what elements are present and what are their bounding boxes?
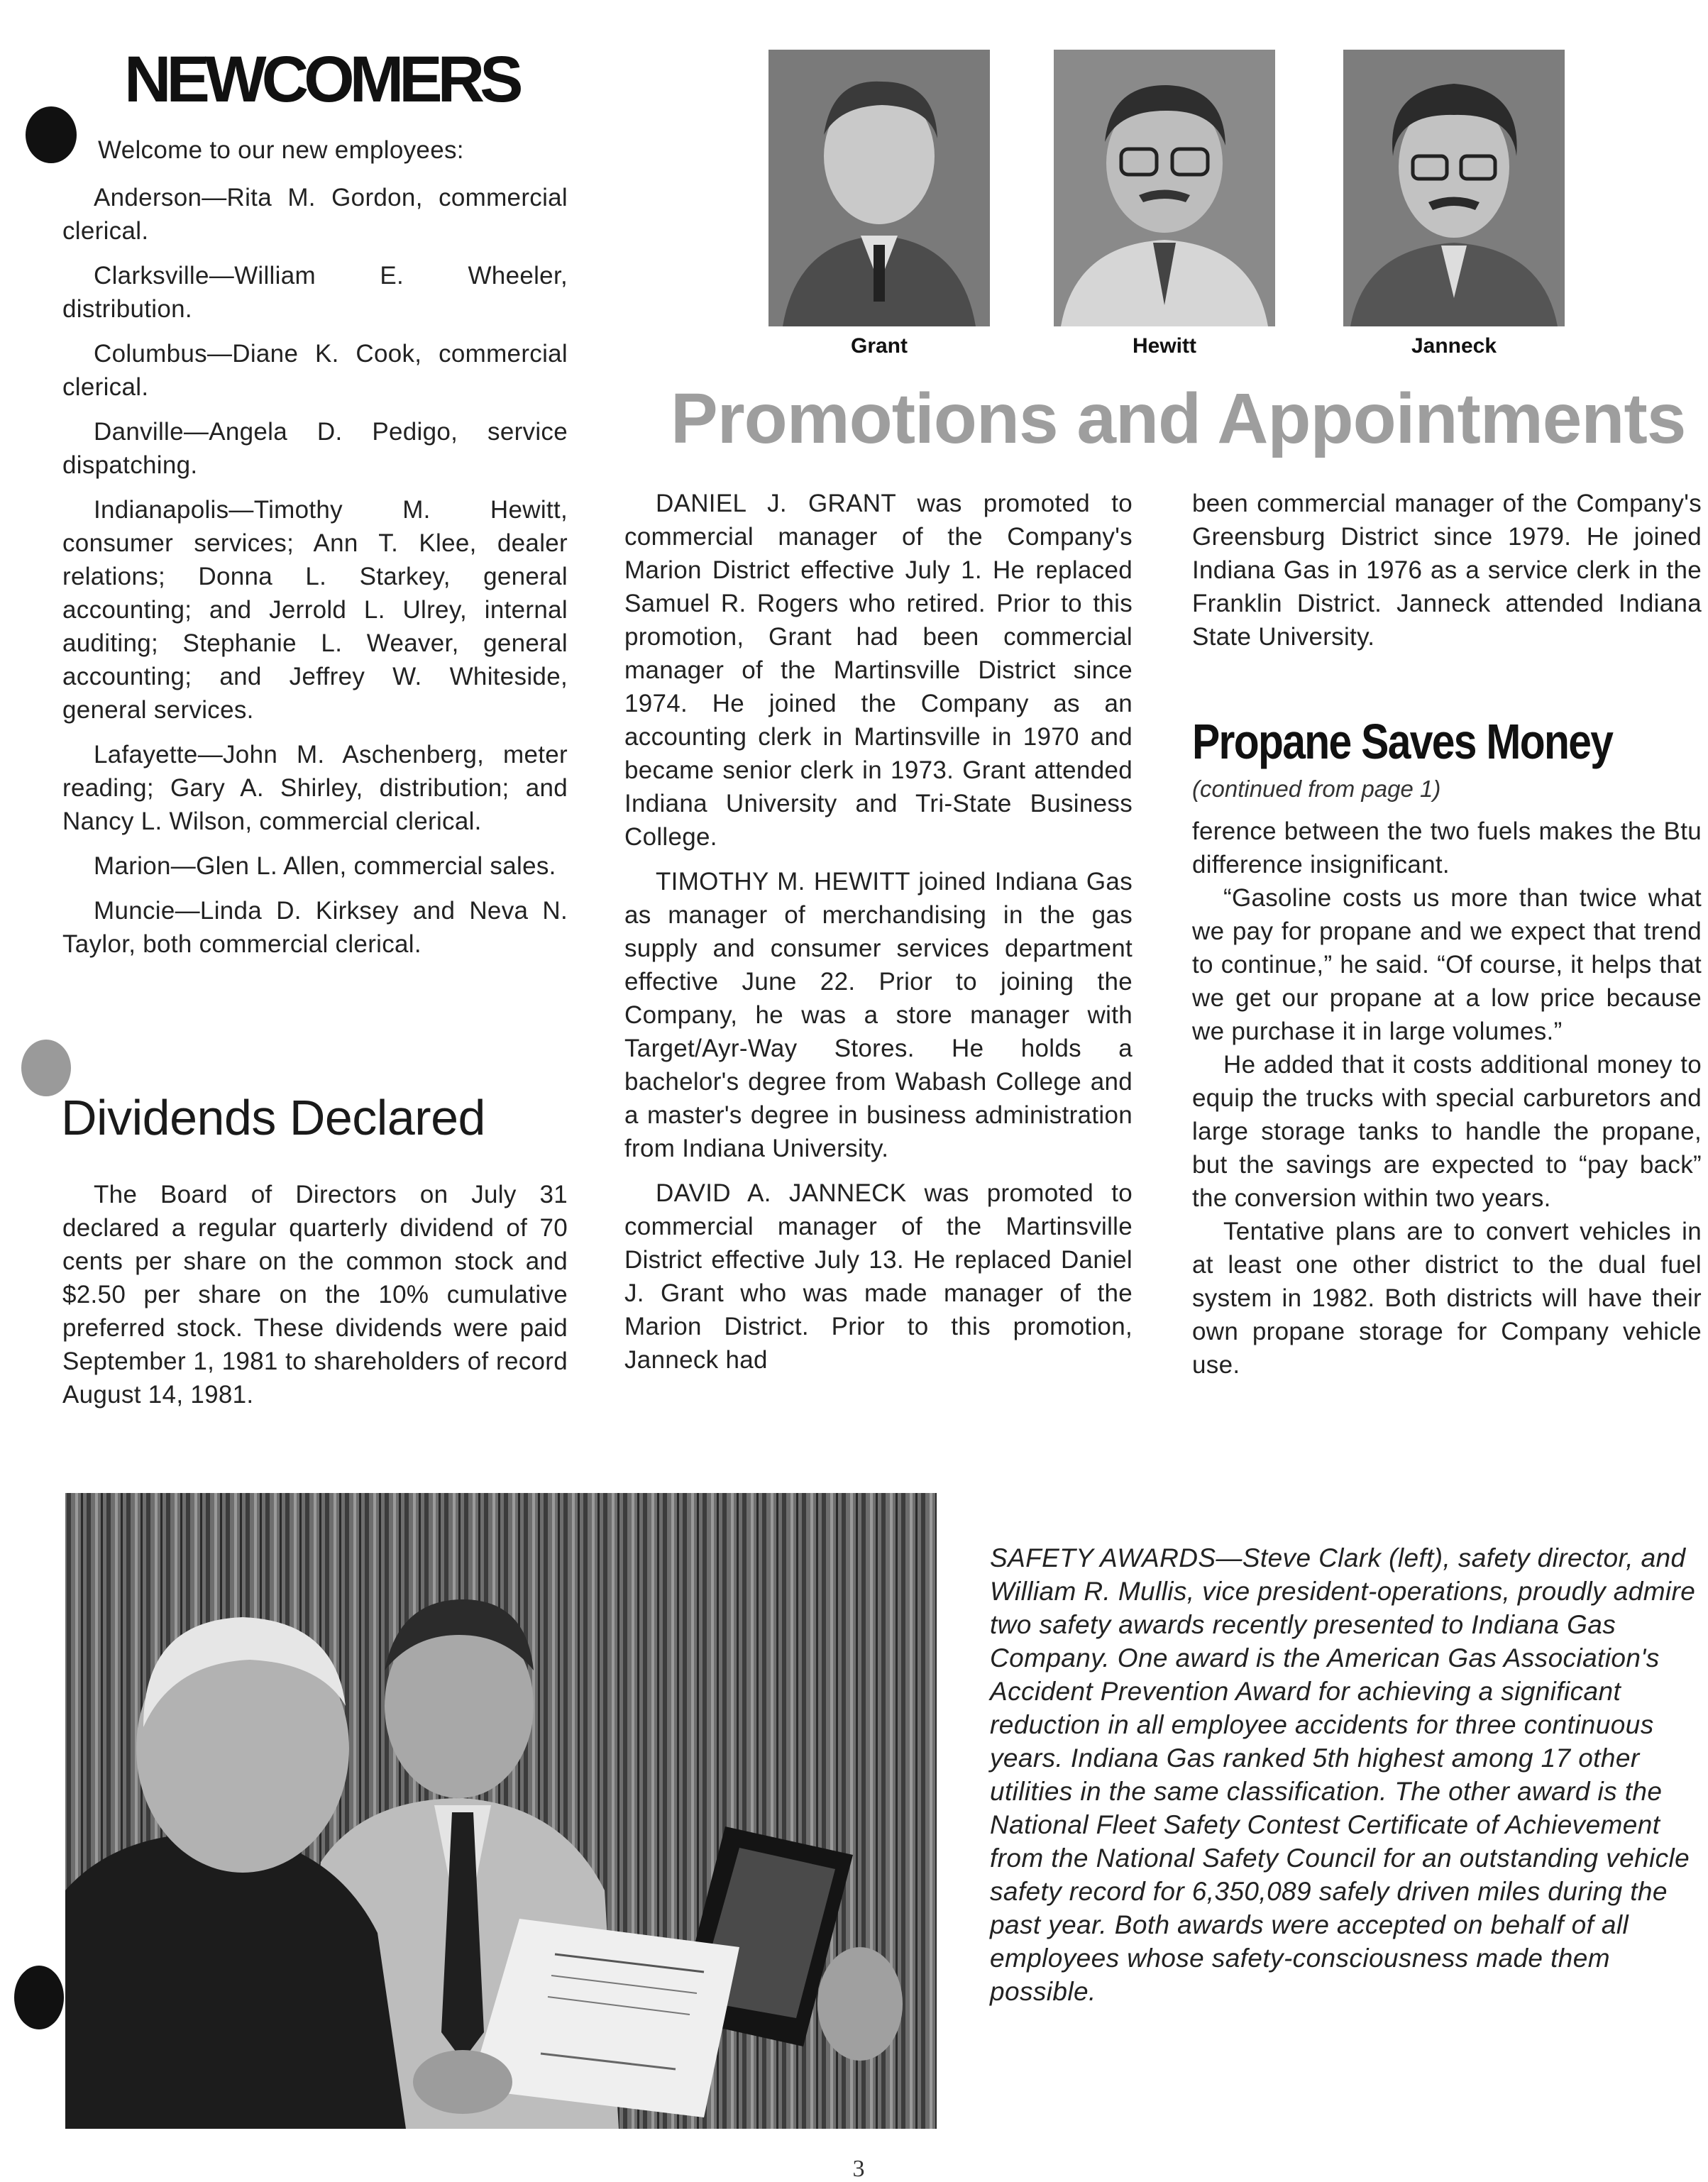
newcomer-entry: Marion—Glen L. Allen, commercial sales. bbox=[94, 852, 556, 880]
promotions-column-2 bbox=[1192, 487, 1702, 665]
propane-paragraph: He added that it costs additional money to equip the trucks with special carburetors and large storage tanks to handle the propane, but the savings are expected to “pay back” the conversion within two years. bbox=[1192, 1051, 1702, 1212]
promotion-janneck: DAVID A. JANNECK was promoted to commercial manager of the Martinsville District effective July 13. He replaced Daniel J. Grant who was made manager of the Marion District. Prior to this promotion, Janneck had bbox=[624, 1179, 1133, 1374]
newcomer-entry: Muncie—Linda D. Kirksey and Neva N. Taylor, both commercial clerical. bbox=[62, 897, 568, 958]
propane-column bbox=[1192, 815, 1702, 1382]
newcomer-entry: Indianapolis—Timothy M. Hewitt, consumer services; Ann T. Klee, dealer relations; Donna L. Starkey, general accounting; and Jerrold L. Ulrey, internal auditing; Stephanie L. Weaver, general accounting; and Jeffrey W. Whiteside, general services. bbox=[62, 496, 568, 724]
caption-janneck: Janneck bbox=[1411, 334, 1497, 358]
portrait-janneck bbox=[1343, 50, 1565, 326]
newcomer-entry: Lafayette—John M. Aschenberg, meter reading; Gary A. Shirley, distribution; and Nancy L. Wilson, commercial clerical. bbox=[62, 741, 568, 835]
portrait-grant bbox=[768, 50, 990, 326]
newcomers-welcome: Welcome to our new employees: bbox=[98, 136, 464, 164]
propane-paragraph: ference between the two fuels makes the Btu difference insignificant. bbox=[1192, 817, 1702, 878]
portrait-hewitt-image bbox=[1054, 50, 1275, 326]
newcomer-entry: Danville—Angela D. Pedigo, service dispatching. bbox=[62, 418, 568, 479]
promotions-heading: Promotions and Appointments bbox=[671, 379, 1686, 458]
dividends-column bbox=[62, 1178, 568, 1423]
promotion-janneck-continued: been commercial manager of the Company's Greensburg District since 1979. He joined Indiana Gas in 1976 as a service clerk in the Franklin District. Janneck attended Indiana State University. bbox=[1192, 490, 1702, 651]
propane-continued-note: (continued from page 1) bbox=[1192, 776, 1441, 802]
newcomer-entry: Anderson—Rita M. Gordon, commercial clerical. bbox=[62, 184, 568, 245]
dividends-body: The Board of Directors on July 31 declared a regular quarterly dividend of 70 cents per share on the common stock and $2.50 per share on the 10% cumulative preferred stock. These dividends were paid September 1, 1981 to shareholders of record August 14, 1981. bbox=[62, 1181, 568, 1409]
caption-hewitt: Hewitt bbox=[1133, 334, 1196, 358]
newcomers-column bbox=[62, 133, 568, 972]
punch-hole-bottom bbox=[14, 1966, 64, 2029]
safety-awards-caption: SAFETY AWARDS—Steve Clark (left), safety director, and William R. Mullis, vice president-operations, proudly admire two safety awards recently presented to Indiana Gas Company. One award is the American Gas Association's Accident Prevention Award for achieving a significant reduction in all employee accidents for three continuous years. Indiana Gas ranked 5th highest among 17 other utilities in the same classification. The other award is the National Fleet Safety Contest Certificate of Achievement from the National Safety Council for an outstanding vehicle safety record for 6,350,089 safely driven miles during the past year. Both awards were accepted on behalf of all employees whose safety-consciousness made them possible. bbox=[990, 1543, 1696, 2006]
newcomer-entry: Columbus—Diane K. Cook, commercial clerical. bbox=[62, 340, 568, 401]
promotions-column-1 bbox=[624, 487, 1133, 1388]
newcomer-entry: Clarksville—William E. Wheeler, distribution. bbox=[62, 262, 568, 323]
promotion-hewitt: TIMOTHY M. HEWITT joined Indiana Gas as manager of merchandising in the gas supply and consumer services department effective June 22. Prior to joining the Company, he was a store manager with Target/Ayr-Way Stores. He holds a bachelor's degree from Wabash College and a master's degree in business administration from Indiana University. bbox=[624, 868, 1133, 1162]
propane-heading: Propane Saves Money bbox=[1192, 714, 1613, 769]
propane-paragraph: “Gasoline costs us more than twice what we pay for propane and we expect that trend to continue,” he said. “Of course, it helps that we get our propane at a low price because we purchase it in large volumes.” bbox=[1192, 884, 1702, 1045]
punch-hole-middle bbox=[21, 1040, 71, 1096]
propane-paragraph: Tentative plans are to convert vehicles in at least one other district to the dual fuel system in 1982. Both districts will have their own propane storage for Company vehicle use. bbox=[1192, 1218, 1702, 1379]
dividends-heading: Dividends Declared bbox=[61, 1090, 485, 1145]
safety-awards-photo-image bbox=[65, 1493, 937, 2129]
caption-grant: Grant bbox=[850, 334, 908, 358]
page-number: 3 bbox=[852, 2156, 865, 2182]
safety-awards-photo bbox=[65, 1493, 937, 2129]
portrait-grant-image bbox=[768, 50, 990, 326]
portrait-janneck-image bbox=[1343, 50, 1565, 326]
newcomers-heading: NEWCOMERS bbox=[124, 43, 519, 116]
portrait-hewitt bbox=[1054, 50, 1275, 326]
promotion-grant: DANIEL J. GRANT was promoted to commercial manager of the Company's Marion District effective July 1. He replaced Samuel R. Rogers who retired. Prior to this promotion, Grant had been commercial manager of the Martinsville District since 1974. He joined the Company as an accounting clerk in Martinsville in 1970 and became senior clerk in 1973. Grant attended Indiana University and Tri-State Business College. bbox=[624, 490, 1133, 851]
